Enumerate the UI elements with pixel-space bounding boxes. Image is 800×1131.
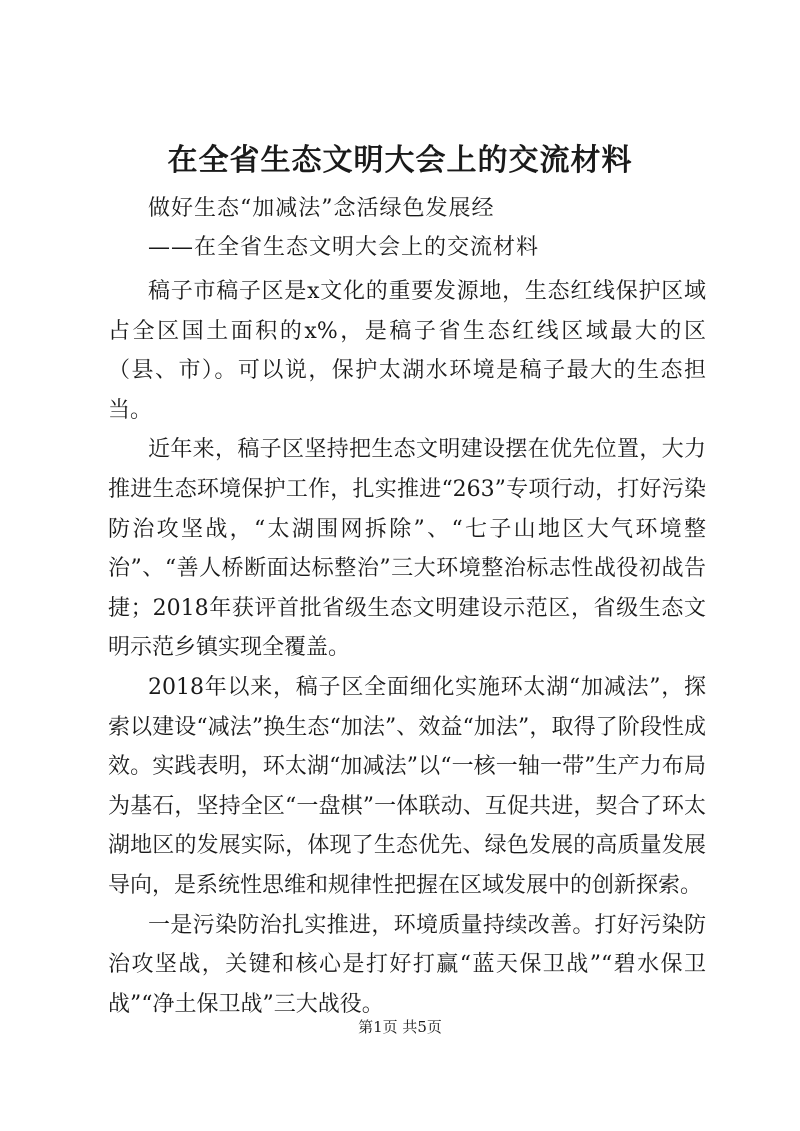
paragraph: 近年来，稿子区坚持把生态文明建设摆在优先位置，大力推进生态环境保护工作，扎实推进“263”专项行动，打好污染防治攻坚战，“太湖围网拆除”、“七子山地区大气环境整治”、“善人桥断面达标整治”三大环境整治标志性战役初战告捷；2018年获评首批省级生态文明建设示范区，省级生态文明示范乡镇实现全覆盖。 (108, 437, 706, 661)
document-title: 在全省生态文明大会上的交流材料 (167, 143, 633, 178)
document-byline: ——在全省生态文明大会上的交流材料 (148, 235, 540, 260)
paragraph: 一是污染防治扎实推进，环境质量持续改善。打好污染防治攻坚战，关键和核心是打好打赢“蓝天保卫战”“碧水保卫战”“净土保卫战”三大战役。 (108, 912, 706, 1017)
document-body (108, 272, 706, 1024)
paragraph: 2018年以来，稿子区全面细化实施环太湖“加减法”，探索以建设“减法”换生态“加法”、效益“加法”，取得了阶段性成效。实践表明，环太湖“加减法”以“一核一轴一带”生产力布局为基石，坚持全区“一盘棋”一体联动、互促共进，契合了环太湖地区的发展实际，体现了生态优先、绿色发展的高质量发展导向，是系统性思维和规律性把握在区域发展中的创新探索。 (108, 674, 706, 898)
paragraph: 稿子市稿子区是x文化的重要发源地，生态红线保护区域占全区国土面积的x%，是稿子省生态红线区域最大的区（县、市）。可以说，保护太湖水环境是稿子最大的生态担当。 (108, 279, 706, 423)
page-number-footer: 第1页 共5页 (358, 1018, 442, 1036)
document-subtitle: 做好生态“加减法”念活绿色发展经 (148, 196, 495, 221)
